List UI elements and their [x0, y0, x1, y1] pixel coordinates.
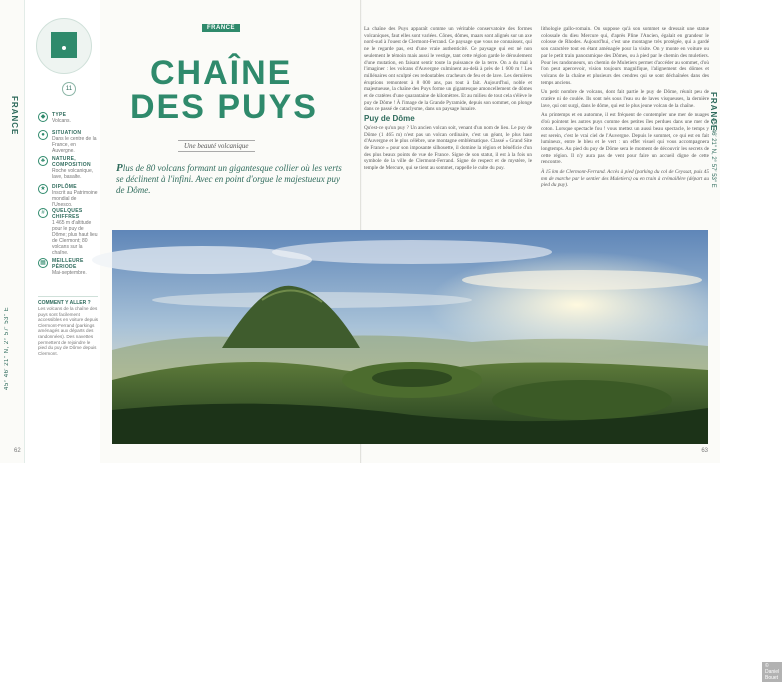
paragraph: Un petit nombre de volcans, dont fait partie le puy de Dôme, réunit peu de cratère ni de coulée. Ils sont nés sous l'eau ou de laves visqueuses, la dernière lave, qui ont surgi, dans le dôme, qui est le plus jeune volcan de la chaîne. [541, 89, 709, 109]
location-pin-icon [62, 46, 66, 50]
paragraph: La chaîne des Puys apparaît comme un véritable conservatoire des formes volcaniques, faut elles sont variées. Cônes, dômes, maars sont alignés sur un axe nord-sud à l'ouest de Clermont-Ferrand. Ce paysage que vous ne connaissez, qui ne le regarde pas, est d'une vraie authenticité. Ce paysage qui est né non seulement le témoin mais aussi le vestige, tant cette région garde le déroulement d'une mutation, en faisant sentir toute la puissance de la terre. On a du mal à l'imaginer : les volcans d'Auvergne culminent au-delà à près de 1 600 m ! Les millénaires ont sculpté ces redoutables cracheurs de feu et de lave. Les dernières éruptions remontent à 8 000 ans, pas tout à fait. Aujourd'hui, noble et majestueuse, la chaîne des Puys forme un gigantesque amoncellement de dômes et de cratères d'une quarantaine de kilomètres. Et au milieu de tout cela s'élève le puy de Dôme ! À l'image de la Grande Pyramide, depuis son sommet, on plonge dans ce passé de cataclysme, dans un paysage lunaire. [364, 26, 532, 113]
text-column-b [541, 26, 709, 192]
page-number-right: 63 [701, 448, 708, 454]
country-tag: FRANCE [202, 24, 240, 32]
type-icon: ◆ [38, 112, 48, 122]
diploma-icon: ★ [38, 184, 48, 194]
page-number-left: 62 [14, 448, 21, 454]
location-icon: ● [38, 130, 48, 140]
photo-credit: © Daniel Bouet [762, 662, 782, 682]
info-label: MEILLEURE PÉRIODE [52, 258, 84, 270]
paragraph: Au printemps et en automne, il est fréquent de contempler une mer de nuages d'où pointent les autres puys comme des petites îles perdues dans une mer de coton. Lorsque spectacle fou ! vous mettez un aussi beau spectacle, le temps y est serein, c'est le vrai ciel de l'Auvergne. Depuis le sommet, ce qui est en fait lumineux, entre le bleu et le vert : un effet visuel qui vous accompagnera longtemps. Au pied du puy de Dôme sera le moment de découvrir les secrets de cette région. Il n'y aura pas de vent pour faire un accueil digne de cette rencontre. [541, 112, 709, 166]
info-label: TYPE [52, 112, 67, 118]
paragraph: lithologie gallo-romain. On suppose qu'à son sommet se dressait une statue colossale du dieu Mercure qui, d'après Pline l'Ancien, égalait en grandeur le colosse de Rhodes. Aujourd'hui, c'est une montagne très protégée, qui a gardé son caractère tout en étant aménagée pour la visite. On y monte en voiture ou par le petit train panoramique des Dômes, ou à pied par le chemin des muletiers. Pour les randonneurs, un chemin de Muletiers permet d'accéder au sommet, d'où l'on peut apercevoir, vision toujours magnifique, l'alignement des dômes et volcans de la chaîne et plusieurs des cendres qui se sont déchaînées dans des temps anciens. [541, 26, 709, 86]
info-label: NATURE, COMPOSITION [52, 156, 91, 168]
info-situation [38, 130, 98, 154]
calendar-icon: ▦ [38, 258, 48, 268]
howto-value: Les volcans de la chaîne des puys sont facilement accessibles en voiture depuis Clermont-Ferrand (parkings aménagés aux départs des randonnées). Des navettes permettent de rejoindre le pied du puy de Dôme depuis Clermont. [38, 306, 99, 356]
info-type [38, 112, 98, 124]
right-vertical-title: FRANCE [709, 92, 718, 132]
info-value: Volcans. [52, 118, 71, 124]
title-line-2: DES PUYS [130, 88, 318, 126]
title-line-1: CHAÎNE [150, 54, 293, 92]
info-label: SITUATION [52, 130, 82, 136]
paragraph: Qu'est-ce qu'un puy ? Un ancien volcan soit, venant d'un nom de lieu. Le puy de Dôme (1 465 m) n'est pas un volcan ordinaire, c'est un géant, le plus haut d'Auvergne et le plus célèbre, une montagne emblématique. Classé « Grand Site de France » pour son imposante silhouette, il domine la région et bénéficie d'un des plus beaux points de vue de France. Signe de son statut, il est à la fois un symbole de la ville de Clermont-Ferrand. Signe de respect et de mystère, le temple de Mercure, qui se tient au sommet, rappelle le culte du puy. [364, 124, 532, 172]
info-label: DIPLÔME [52, 184, 77, 190]
lead-text: lus de 80 volcans formant un gigantesque collier où les verts se déclinent à l'infini. Avec en point d'orgue le majestueux puy de Dôme. [116, 163, 342, 195]
info-value: Dans le centre de la France, en Auvergne. [52, 136, 97, 154]
info-value: 1 465 m d'altitude pour le puy de Dôme; plus haut lieu de Clermont; 80 volcans sur la chaîne. [52, 220, 98, 256]
how-to-get-there [38, 296, 98, 356]
info-diplome [38, 184, 98, 208]
info-chiffres [38, 208, 98, 256]
info-label: QUELQUES CHIFFRES [52, 208, 83, 220]
howto-label: COMMENT Y ALLER ? [38, 300, 91, 306]
numbers-icon: # [38, 208, 48, 218]
france-map-icon [51, 32, 77, 58]
info-value: Roche volcanique, lave, basalte. [52, 168, 94, 180]
lead-paragraph [116, 163, 348, 196]
leaf-icon: ♣ [38, 156, 48, 166]
info-value: Inscrit au Patrimoine mondial de l'Unesco. [52, 190, 98, 208]
access-note: À 15 km de Clermont-Ferrand. Accès à pied (parking du col de Ceyssat, puis 45 mn de marche par le sentier des Muletiers) ou en train à crémaillère (départ au pied du puy). [541, 169, 709, 189]
info-value: Mai-septembre. [52, 270, 87, 276]
kicker: Une beauté volcanique [178, 140, 255, 152]
text-column-a [364, 26, 532, 175]
chapter-number: 11 [62, 82, 76, 96]
left-vertical-title: FRANCE [10, 96, 19, 136]
info-nature [38, 156, 98, 180]
drop-cap: P [116, 162, 123, 174]
volcano-landscape-image [112, 230, 708, 444]
left-vertical-coords: 45° 46′ 21″ N, 2° 57′ 53″ E [4, 306, 10, 390]
info-periode [38, 258, 98, 276]
right-vertical-coords: 45° 46′ 21″ N, 2° 57′ 53″ E [710, 118, 716, 188]
section-heading: Puy de Dôme [364, 114, 415, 124]
